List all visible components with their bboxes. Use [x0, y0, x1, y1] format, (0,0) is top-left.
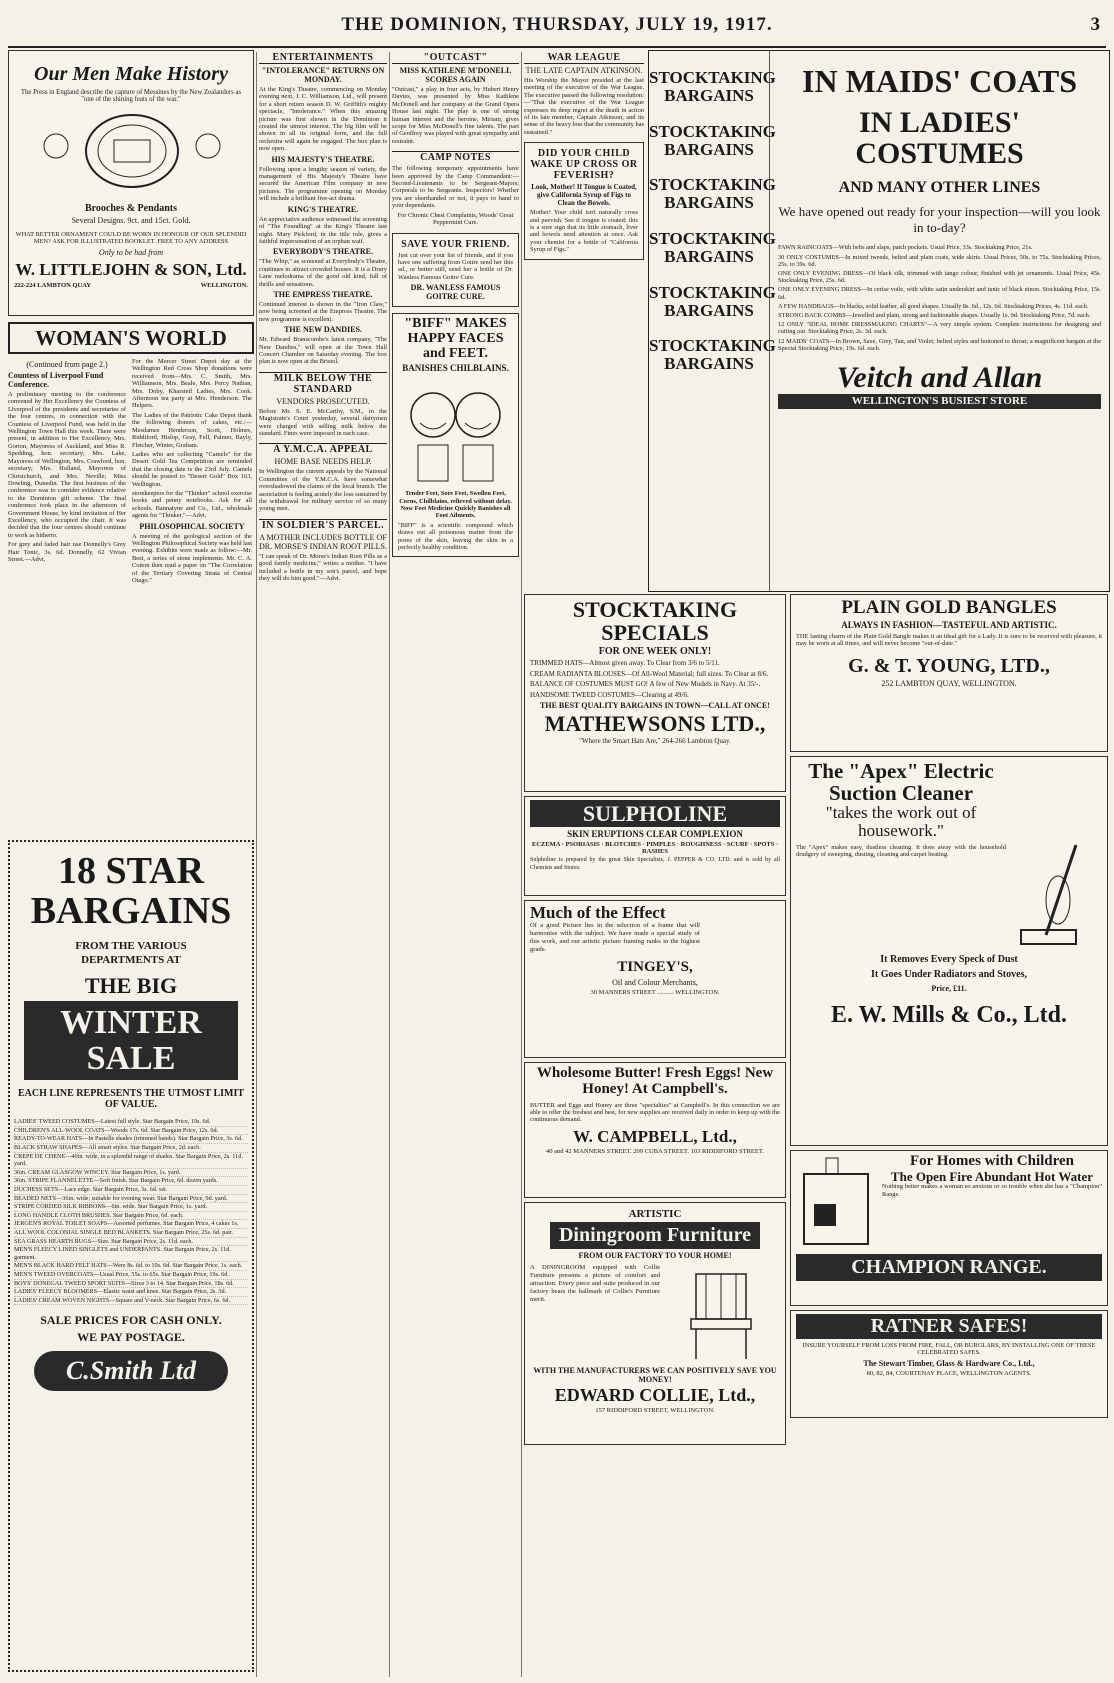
war-sub: THE LATE CAPTAIN ATKINSON. [525, 66, 643, 75]
apex-ad [790, 756, 1108, 1146]
ent6-head: THE NEW DANDIES. [284, 325, 362, 335]
milk-sub: VENDORS PROSECUTED. [276, 396, 370, 406]
milk-body: Before Mr. S. E. McCarthy, S.M., in the Magistrate's Court yesterday, several dairymen were charged with selling milk below the standard. Fines were imposed in each case. [259, 407, 387, 437]
stocktaking-label: STOCKTAKING BARGAINS [649, 229, 776, 266]
sale-item: MEN'S FLEECY LINED SINGLETS and UNDERPANTS. Star Bargain Price, 2s. 11d. garment. [14, 1246, 248, 1262]
tingey-firm: TINGEY'S, [617, 958, 693, 975]
tingey-address: 30 MANNERS STREET .......... WELLINGTON. [590, 988, 720, 996]
gold-title: PLAIN GOLD BANGLES [841, 597, 1057, 618]
ratner-firm: The Stewart Timber, Glass & Hardware Co., Ltd., [863, 1358, 1035, 1368]
womans-world-title: WOMAN'S WORLD [8, 322, 254, 354]
camels-notice: Ladies who are collecting "Camels" for the Desert Gold Tea Competition are reminded that the closing date is the 23rd July. Camels should be posted to "Desert Gold" Box 163, Wellington. [132, 450, 252, 488]
ad-firm: W. LITTLEJOHN & SON, Ltd. [15, 259, 247, 279]
sale-big: THE BIG [84, 972, 178, 998]
sul-title: SULPHOLINE [530, 800, 780, 827]
spec-item: HANDSOME TWEED COSTUMES—Clearing at 49/6. [530, 690, 689, 699]
column-outcast [392, 50, 519, 1678]
womans-world [8, 320, 254, 840]
veitch-allan-ad [648, 50, 1110, 592]
milk-title: MILK BELOW THE STANDARD [259, 372, 387, 395]
ent6-body: Mr. Edward Branscombe's latest company, "The New Dandies," will open at the Town Hall Concert Chamber on Saturday evening. The box plan is now open at the Bristol. [259, 336, 387, 366]
spec-item: TRIMMED HATS—Almost given away. To Clear from 3/6 to 5/11. [530, 659, 720, 668]
syrup-ad [524, 142, 644, 259]
stock-item: 12 MAIDS' COATS—In Brown, Saxe, Grey, Tan, and Violet; belted styles and buttoned to throat; a magnificent bargain at the Special Stocktaking Price, 19s. 6d. each. [778, 337, 1101, 352]
column-5b [524, 594, 786, 1674]
champion-ad [790, 1150, 1108, 1306]
homes-sub: The Open Fire Abundant Hot Water [890, 1168, 1094, 1184]
column-6b [790, 594, 1108, 1674]
apex-goes: It Goes Under Radiators and Stoves, [871, 968, 1027, 980]
ent1-body: At the King's Theatre, commencing on Monday evening next, J. C. Williamson, Ltd., will present for a short return season D. W. Griffith's mighty spectacle, "Intolerance." When this amazing picture was first shown in the Dominion it created the utmost interest. The big film will be shown in all its original form, and the full orchestra will again be engaged. The box plan is now open. [259, 86, 387, 153]
ad-ask: WHAT BETTER ORNAMENT COULD BE WORN IN HONOUR OF OUR SPLENDID MEN? ASK FOR ILLUSTRATED BOOKLET. FREE TO ANY ADDRESS [15, 230, 247, 246]
effect-body: Of a good Picture lies in the selection of a frame that will harmonise with the subject. We have made a special study of this work, and our artistic picture framing ranks in the highest grade. [530, 921, 700, 953]
outcast-body: "Outcast," a play in four acts, by Hubert Henry Davies, was presented by Miss Kathlene McDonell and her company at the Grand Opera House last night. The play is one of strong human interest and the heroine, Miriam, gives scope for Miss McDonell's fine talents. The part of Geoffrey was played with great sympathy and restraint. [392, 86, 519, 145]
ladies-costumes: IN LADIES' COSTUMES [855, 105, 1024, 171]
biff-sub: BANISHES CHILBLAINS. [402, 363, 509, 374]
smith-sale-ad [8, 840, 254, 1672]
womans-world-tail: For grey and faded hair use Donnelly's Grey Hair Tonic, 3s. 6d. Donnelly, 62 Vivian Street.—Advt. [8, 541, 126, 563]
biff-body-2: "BIFF" is a scientific compound which draws out all poisonous matter from the pores of the skin, leaving the skin in a perfectly healthy condition. [398, 521, 513, 552]
spec-week: FOR ONE WEEK ONLY! [598, 646, 712, 658]
sul-body: Sulpholine is prepared by the great Skin Specialists, J. PEPPER & CO. LTD. and is sold by all Chemists and Stores. [530, 857, 780, 871]
sul-list: ECZEMA · PSORIASIS · BLOTCHES · PIMPLES · ROUGHNESS · SCURF · SPOTS · RASHES [531, 841, 779, 856]
ent-title: ENTERTAINMENTS [259, 52, 387, 64]
gold-address: 252 LAMBTON QUAY, WELLINGTON. [881, 678, 1017, 688]
sale-item: 36in. CREAM GLASGOW WINCEY. Star Bargain Price, 1s. yard. [14, 1169, 248, 1178]
stock-item: 30 ONLY COSTUMES—In mixed tweeds, belted and plain coats, wide skirts. Usual Prices, 50s. to 75s. Stocktaking Prices, 25s. to 39s. 6d. [778, 253, 1101, 268]
spec-item: CREAM RADIANTA BLOUSES—Of All-Wool Material; full sizes. To Clear at 8/6. [530, 669, 769, 678]
soldier-body: "I can speak of Dr. Morse's Indian Root Pills as a good family medicine," writes a mother. "I have included a bottle in my son's parcel, and hope they will do him good."—Advt. [259, 552, 387, 583]
butter-firm: W. CAMPBELL, Ltd., [573, 1126, 737, 1146]
smith-logo: C.Smith Ltd [34, 1351, 228, 1390]
camp-body: The following temporary appointments have been approved by the Camp Commandant:—Second-Lieutenants to be Sergeant-Majors; Corporals to be Sergeants. Inspectors! Whether you are shorthanded or not, it pays to hand to your dependants. [392, 165, 519, 210]
vacuum-illustration [1006, 840, 1096, 950]
sale-item: DUCHESS SETS—Lace edge. Star Bargain Price, 3s. 6d. set. [14, 1186, 248, 1195]
save-name: DR. WANLESS FAMOUS GOITRE CURE. [410, 283, 501, 302]
sale-item: MEN'S TWEED OVERCOATS—Usual Price, 55s. to 65s. Star Bargain Price, 19s. 6d. [14, 1271, 248, 1280]
ratner-address: 80, 82, 84, COURTENAY PLACE, WELLINGTON AGENTS. [866, 1369, 1032, 1377]
stock-item: STRONG BACK COMBS—Jewelled and plain, strong and fashionable shapes. Usually 1s. 9d. Stocktaking Price, 7d. each. [778, 312, 1091, 320]
sale-item: ALL WOOL COLONIAL SINGLE BED BLANKETS. Star Bargain Price, 25s. 6d. pair. [14, 1229, 248, 1238]
din-from: FROM OUR FACTORY TO YOUR HOME! [578, 1251, 732, 1260]
biff-ad [392, 313, 519, 557]
sale-item: STRIPE CORDED SILK RIBBONS—6in. wide. Star Bargain Price, 1s. yard. [14, 1203, 248, 1212]
goitre-ad [392, 233, 519, 308]
sale-item: BLACK STRAW SHAPES—All smart styles. Star Bargain Price, 2d. each. [14, 1144, 248, 1153]
sale-item: BEADED NETS—36in. wide; suitable for evening wear. Star Bargain Price, 9d. yard. [14, 1195, 248, 1204]
outcast-title: "OUTCAST" [392, 52, 519, 64]
gold-sub: ALWAYS IN FASHION—TASTEFUL AND ARTISTIC. [841, 619, 1057, 630]
ymca-sub: HOME BASE NEEDS HELP. [274, 457, 372, 467]
save-body: Just cut over your list of friends, and if you have one suffering from Goitre send her this ad., or better still, send her a bottle of Dr. Wanless Famous Goitre Cure. [398, 251, 513, 281]
sale-item: SEA GRASS HEARTH RUGS—Size. Star Bargain Price, 2s. 11d. each. [14, 1238, 248, 1247]
apex-tag: "takes the work out of housework." [825, 803, 977, 840]
column-divider [256, 52, 257, 1677]
header-rule [8, 46, 1106, 48]
collie-ad [524, 1202, 786, 1445]
ratner-body: INSURE YOURSELF FROM LOSS FROM FIRE, FALL, OR BURGLARS, BY INSTALLING ONE OF THESE CELEBRATED SAFES. [802, 1342, 1096, 1357]
butter-title: Wholesome Butter! Fresh Eggs! New Honey! At Campbell's. [536, 1065, 774, 1097]
ad-intro: The Press in England describe the capture of Messines by the New Zealanders as "one of the shining feats of the war." [20, 89, 242, 104]
sale-item: LONG HANDLE CLOTH BRUSHES. Star Bargain Price, 6d. each. [14, 1212, 248, 1221]
sale-each: EACH LINE REPRESENTS THE UTMOST LIMIT OF VALUE. [17, 1088, 245, 1111]
din-address: 157 RIDDIFORD STREET, WELLINGTON. [595, 1406, 715, 1414]
womans-world-sub: Countess of Liverpool Fund Conference. [8, 371, 104, 390]
young-ad [790, 594, 1108, 752]
butter-address: 40 and 42 MANNERS STREET. 209 CUBA STREET. 103 RIDDIFORD STREET. [546, 1147, 764, 1155]
veitch-logo: Veitch and Allan [836, 361, 1043, 395]
stocktaking-label: STOCKTAKING BARGAINS [649, 121, 776, 159]
ad-item-sub: Several Designs. 9ct. and 15ct. Gold. [71, 215, 191, 225]
ent4-body: "The Whip," as screened at Everybody's Theatre, continues to attract crowded houses. It is a Drury Lane melodrama of the good old kind, full of thrills and sensations. [259, 258, 387, 288]
save-title: SAVE YOUR FRIEND. [401, 238, 510, 250]
stock-item: 12 ONLY "IDEAL HOME DRESSMAKING CHARTS"—A very simple system. Complete instructions for designing and cutting out. Stocktaking Price, 2s. 3d. each. [778, 321, 1101, 336]
sale-item: MEN'S BLACK HARD FELT HATS—Were 8s. 6d. to 10s. 6d. Star Bargain Price, 1s. each. [14, 1262, 248, 1271]
womans-world-cont: (Continued from page 2.) [26, 360, 108, 370]
sale-item: LADIES' FLEECY BLOOMERS—Elastic waist and knee. Star Bargain Price, 2s. 3d. [14, 1288, 248, 1297]
mathewsons-ad [524, 594, 786, 792]
gold-body: THE lasting charm of the Plain Gold Bangle makes it an ideal gift for a Lady. It is sure to be received with pleasure, it may be worn at all times, and will never become "out-of-date." [796, 632, 1102, 648]
campbell-ad [524, 1062, 786, 1198]
ad-title: Our Men Make History [34, 63, 228, 85]
tingey-ad [524, 900, 786, 1058]
column-divider [521, 52, 522, 1677]
ad-city: WELLINGTON. [200, 282, 248, 290]
sale-count: 18 STAR [57, 850, 205, 892]
war-body: His Worship the Mayor presided at the last meeting of the executive of the War League. The executive passed the following resolution:—"That the executive of the War League expresses its deep regret at the death in action of its late member, Captain Atkinson, and its sense of the heavy loss that the community has sustained." [524, 77, 644, 136]
ratner-title: RATNER SAFES! [796, 1314, 1102, 1339]
sale-list [14, 1118, 248, 1305]
stocktaking-label: STOCKTAKING BARGAINS [649, 68, 776, 105]
veitch-sub: WELLINGTON'S BUSIEST STORE [778, 394, 1101, 410]
butter-body: BUTTER and Eggs and Honey are three "specialties" at Campbell's. In this connection we are able to offer the freshest and best, for new supplies are received daily in order to keep up with the continuous demand. [530, 1101, 780, 1124]
womans-world-body: A preliminary meeting to the conference convened by Her Excellency the Countess of Liverpool of the presidents and secretaries of the four centres, in connection with the Countess of Liverpool Fund, was held in the Wellington Town Hall this week. There were present, in addition to Her Excellency, Mrs. Gorton, Mayoress of Auckland, and Miss R. Spedding, hon. secretary; Mrs. Lake, Mayoress of Wellington, Mrs. Crawford, hon. secretary; Mrs. Holland, Mayoress of Christchurch, and Mrs. Neville; Miss Dowling, Dunedin. The first business of the conference was to consider evidence relative to the Dominion gift scheme. The final conference took place in the afternoon of Government House, by kind invitation of Her Excellency, who occupied the chair. It was decided that the four centres should continue to work as hitherto. [8, 391, 126, 539]
ad-item: Brooches & Pendants [84, 202, 178, 214]
phil-title: PHILOSOPHICAL SOCIETY [139, 521, 245, 531]
brooch-illustration [14, 106, 250, 196]
biff-illustration [398, 375, 513, 485]
ad-only: Only to be had from [98, 247, 164, 257]
thinker-advt: storekeepers for the "Thinker" school exercise books and penny notebooks. Ask for all schools. Bannatyne and Co., Ltd., wholesale agents for "Thinker."—Advt. [132, 489, 252, 520]
column-1 [8, 50, 254, 1678]
spec-item: BALANCE OF COSTUMES MUST GO! A few of New Models in Navy. At 35/-. [530, 680, 761, 689]
soldier-sub: A MOTHER INCLUDES BOTTLE OF DR. MORSE'S INDIAN ROOT PILLS. [259, 532, 387, 551]
phil-body: A meeting of the geological section of the Wellington Philosophical Society was held last evening. Exhibits were made as follow:—Mr. Best, a series of stone implements. Mr. C. A. Cotton then read a paper on "The Correlation of the Tertiary Covering Strata of Central Otago." [132, 532, 253, 585]
stock-item: FAWN RAINCOATS—With belts and slaps, patch pockets. Usual Price, 33s. Stocktaking Price, 21s. [778, 244, 1033, 252]
column-war-league [524, 50, 644, 560]
cake-depot: The Ladies of the Patriotic Cake Depot thank the following donors of cakes, etc.:—Mesdames Henderson, Scott, Holmes, Riddiford, Hislop, Gray, Fell, Palmer, Bayly, Fletcher, Winter, Graham. [132, 411, 252, 449]
biff-title: "BIFF" MAKES HAPPY FACES and FEET. [404, 316, 507, 361]
depot-donations: For the Mercer Street Depot day at the Wellington Red Cross Shop donations were received from—Mrs. C. Smith, Mrs. Williamson, Mrs. Beale, Mrs. Percy Nathan, Mrs. Doby, Kharsteil Ladies, Mrs. Cook. Afternoon tea party at Mrs. Henderson. The Helpers. [132, 358, 252, 410]
sale-item: READY-TO-WEAR HATS—In Pastelle shades (trimmed bands). Star Bargain Price, 3s. 6d. [14, 1135, 248, 1144]
ratner-ad [790, 1310, 1108, 1418]
spec-tag: "Where the Smart Hats Are," 264-266 Lambton Quay. [579, 737, 731, 746]
stocktaking-label: STOCKTAKING BARGAINS [649, 175, 776, 213]
gold-firm: G. & T. YOUNG, LTD., [848, 654, 1050, 677]
apex-price: Price, £11. [931, 983, 967, 993]
din-save: WITH THE MANUFACTURERS WE CAN POSITIVELY SAVE YOU MONEY! [533, 1366, 777, 1384]
din-body: A DININGROOM equipped with Collie Furniture presents a picture of comfort and attraction. Every piece and suite produced in our factory bears the hallmark of Collie's Furniture merit. [530, 1264, 660, 1303]
din-title: Diningroom Furniture [550, 1222, 760, 1249]
stocktaking-label: STOCKTAKING BARGAINS [649, 282, 776, 320]
maids-coats: IN MAIDS' COATS [802, 63, 1077, 99]
ent2-body: Following upon a lengthy season of variety, the management of His Majesty's Theatre have secured the American Film company in new pictures. The programme opening on Monday will include a brilliant five-act drama. [259, 165, 387, 203]
biff-body: Tender Feet, Sore Feet, Swollen Feet, Corns, Chilblains, relieved without delay. Now Feet Medicine Quickly Banishes all Foot Ailments. [399, 490, 512, 520]
ent2-head: HIS MAJESTY'S THEATRE. [271, 154, 375, 164]
ent5-body: Continued interest is shown in the "Iron Claw," now being screened at the Empress Theatre. The new programme is excellent. [259, 300, 387, 323]
war-title: WAR LEAGUE [524, 52, 644, 64]
sale-postage: WE PAY POSTAGE. [77, 1330, 185, 1345]
stock-item: A FEW HANDBAGS—In blacks, solid leather, all good shapes. Usually 8s. 6d., 12s. 6d. Stocktaking Prices, 4s. 11d. each. [778, 302, 1089, 310]
ent3-body: An appreciative audience witnessed the screening of "The Foundling" at the King's Theatre last night. Mary Pickford, in the title role, gives a faithful impersonation of an orphan waif. [259, 215, 387, 245]
sale-item: LADIES' CREAM WOVEN NIGHTS—Square and V-neck. Star Bargain Price, 6s. 6d. [14, 1297, 248, 1306]
many-lines: AND MANY OTHER LINES [838, 178, 1041, 196]
opened-out: We have opened out ready for your inspection—will you look in to-day? [778, 204, 1101, 236]
page-number: 3 [1090, 14, 1100, 35]
column-entertainments [259, 50, 387, 1678]
spec-best: THE BEST QUALITY BARGAINS IN TOWN—CALL AT ONCE! [540, 701, 770, 711]
effect-title: Much of the Effect [530, 903, 666, 922]
sale-item: CHILDREN'S ALL-WOOL COATS—Woods 17s. 6d. Star Bargain Price, 12s. 6d. [14, 1127, 248, 1136]
camp-title: CAMP NOTES [392, 151, 519, 163]
champion-range: CHAMPION RANGE. [796, 1254, 1102, 1281]
ent3-head: KING'S THEATRE. [287, 204, 359, 214]
homes-body: Nothing better makes a woman so anxious or so trouble when she has a "Champion" Range. [882, 1183, 1102, 1198]
apex-firm: E. W. Mills & Co., Ltd. [830, 1001, 1068, 1028]
sale-from: FROM THE VARIOUS [75, 939, 187, 952]
ent1-head: "INTOLERANCE" RETURNS ON MONDAY. [261, 66, 385, 84]
ent4-head: EVERYBODY'S THEATRE. [273, 247, 373, 257]
wake-title: DID YOUR CHILD WAKE UP CROSS OR FEVERISH? [530, 148, 638, 182]
sale-item: BOYS' DONEGAL TWEED SPORT SUITS—Sizes 3 to 14. Star Bargain Price, 18s. 6d. [14, 1280, 248, 1289]
sale-cash: SALE PRICES FOR CASH ONLY. [40, 1313, 222, 1328]
column-divider [389, 52, 390, 1677]
spec-title: STOCKTAKING SPECIALS [572, 597, 738, 646]
apex-removes: It Removes Every Speck of Dust [880, 953, 1018, 965]
sale-dept: DEPARTMENTS AT [81, 953, 181, 966]
apex-body: The "Apex" makes easy, dustless cleaning. It does away with the household drudgery of sweeping, dusting, cleaning and carpet beating. [796, 843, 1006, 859]
sale-bargains: BARGAINS [30, 889, 232, 932]
chair-illustration [666, 1264, 776, 1364]
wake-body: Mother! Your child isn't naturally cross and peevish. See if tongue is coated; this is a sure sign that its little stomach, liver and bowels need attention at once. Ask your chemist for a bottle of "California Syrup of Figs." [530, 209, 638, 254]
ymca-body: In Wellington the current appeals by the National Committee of the Y.M.C.A. have somewhat overshadowed the claims of the local branch. The association is feeling acutely the loss sustained by the withdrawal for military service of so many young men. [259, 468, 387, 513]
outcast-sub: MISS KATHLENE M'DONELL SCORES AGAIN [399, 66, 512, 84]
stock-item: ONE ONLY EVENING DRESS—Of black silk, trimmed with tango colour, finished with jet ornaments. Usual Price, 45s. Stocktaking Price, 25s. 6d. [778, 270, 1101, 285]
tingey-sub: Oil and Colour Merchants, [612, 977, 698, 987]
sale-winter: WINTER SALE [24, 1001, 238, 1080]
page-header [0, 0, 1114, 48]
ad-address: 222-224 LAMBTON QUAY [14, 282, 91, 290]
stocktaking-label: STOCKTAKING BARGAINS [649, 336, 776, 374]
sale-item: LADIES' TWEED COSTUMES—Latest full style. Star Bargain Price, 19s. 6d. [14, 1118, 248, 1127]
cough-advt: For Chronic Chest Complaints, Woods' Great Peppermint Cure. [397, 211, 514, 227]
din-kicker: ARTISTIC [628, 1208, 682, 1220]
range-illustration [796, 1154, 876, 1254]
sale-item: 36in. STRIPE FLANNELETTE—Soft finish. Star Bargain Price, 6d. dozen yards. [14, 1177, 248, 1186]
ymca-title: A Y.M.C.A. APPEAL [259, 443, 387, 455]
sul-sub: SKIN ERUPTIONS CLEAR COMPLEXION [567, 829, 743, 840]
spec-firm: MATHEWSONS LTD., [544, 711, 766, 737]
ent5-head: THE EMPRESS THEATRE. [273, 289, 373, 299]
soldier-title: IN SOLDIER'S PARCEL. [259, 519, 387, 531]
stock-item: ONE ONLY EVENING DRESS—In cerise voile, with white satin underskirt and tunic of black ninon. Stocktaking Price, 15s. 6d. [778, 286, 1101, 301]
sulpholine-ad [524, 796, 786, 896]
wake-sub: Look, Mother! If Tongue is Coated, give California Syrup of Figs to Clean the Bowels. [531, 183, 637, 208]
littlejohn-ad [8, 50, 254, 316]
sale-item: CREPE DE CHENE—40in. wide, in a splendid range of shades. Star Bargain Price, 2s. 11d. yard. [14, 1153, 248, 1169]
homes-title: For Homes with Children [909, 1153, 1075, 1169]
sale-item: JERGEN'S ROYAL TOILET SOAPS—Assorted perfumes. Star Bargain Price, 4 cakes 1s. [14, 1220, 248, 1229]
din-firm: EDWARD COLLIE, Ltd., [554, 1385, 756, 1405]
apex-title: The "Apex" Electric Suction Cleaner [808, 759, 994, 806]
masthead: THE DOMINION, THURSDAY, JULY 19, 1917. [341, 14, 773, 35]
stocktaking-column [649, 51, 776, 591]
